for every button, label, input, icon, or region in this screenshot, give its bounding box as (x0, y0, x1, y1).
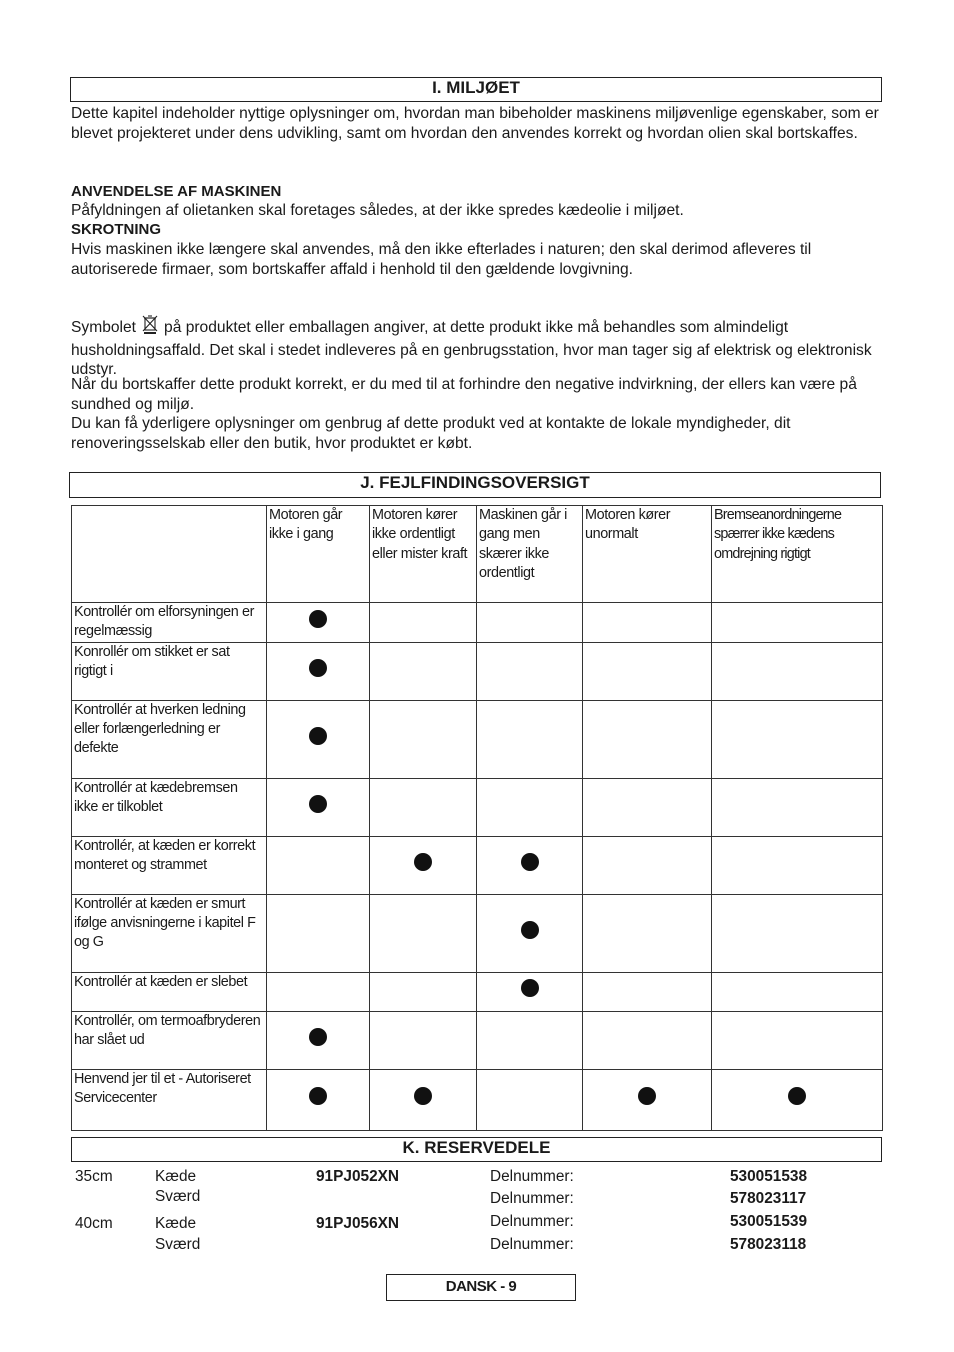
parts-row (0, 1215, 954, 1237)
mark-cell (370, 700, 477, 778)
part-name: Sværd (155, 1188, 201, 1205)
mark-cell (267, 972, 370, 1011)
troubleshooting-table (71, 505, 883, 1131)
mark-cell (712, 1069, 883, 1130)
mark-cell (370, 972, 477, 1011)
mark-cell (583, 894, 712, 972)
check-dot-icon (788, 1087, 806, 1105)
symbol-paragraph (71, 313, 886, 380)
part-label: Delnummer: (490, 1213, 574, 1230)
table-header-row (72, 506, 883, 603)
mark-cell (583, 778, 712, 836)
part-label: Delnummer: (490, 1168, 574, 1185)
scrap-heading: SKROTNING (71, 221, 161, 238)
row-label: Kontrollér at hverken ledning eller forlængerledning er defekte (72, 700, 267, 778)
mark-cell (712, 1011, 883, 1069)
parts-row (0, 1188, 954, 1210)
part-model: 91PJ052XN (316, 1168, 400, 1185)
mark-cell (477, 1069, 583, 1130)
mark-cell (477, 700, 583, 778)
table-row (72, 1011, 883, 1069)
mark-cell (370, 778, 477, 836)
row-label: Konrollér om stikket er sat rigtigt i (72, 642, 267, 700)
row-label: Kontrollér at kæden er slebet (72, 972, 267, 1011)
mark-cell (712, 778, 883, 836)
part-name: Kæde (155, 1215, 197, 1232)
table-row (72, 1069, 883, 1130)
column-header: Motoren går ikke i gang (267, 506, 370, 603)
column-header: Maskinen går i gang men skærer ikke ordentligt (477, 506, 583, 603)
crossed-bin-icon (140, 313, 160, 341)
row-label: Kontrollér, om termoafbryderen har slået ud (72, 1011, 267, 1069)
column-header: Motoren kører unormalt (583, 506, 712, 603)
mark-cell (370, 642, 477, 700)
part-number: 578023117 (730, 1190, 807, 1207)
header-blank-cell (72, 506, 267, 603)
check-dot-icon (309, 659, 327, 677)
page-footer: DANSK - 9 (386, 1274, 576, 1301)
mark-cell (370, 836, 477, 894)
mark-cell (477, 1011, 583, 1069)
table-row (72, 642, 883, 700)
dispose-text: Når du bortskaffer dette produkt korrekt, er du med til at forhindre den negative indvirkning, der ellers kan være på sundhed og miljø. (71, 376, 857, 413)
use-heading: ANVENDELSE AF MASKINEN (71, 183, 282, 200)
part-number: 530051539 (730, 1213, 808, 1230)
parts-row (0, 1168, 954, 1190)
mark-cell (477, 778, 583, 836)
mark-cell (370, 1011, 477, 1069)
table-row (72, 836, 883, 894)
part-number: 530051538 (730, 1168, 808, 1185)
mark-cell (712, 700, 883, 778)
mark-cell (267, 603, 370, 643)
mark-cell (583, 972, 712, 1011)
table-row (72, 700, 883, 778)
row-label: Kontrollér om elforsyningen er regelmæssig (72, 603, 267, 643)
table-row (72, 894, 883, 972)
check-dot-icon (638, 1087, 656, 1105)
mark-cell (267, 1069, 370, 1130)
part-size: 35cm (75, 1168, 113, 1185)
mark-cell (267, 836, 370, 894)
part-size: 40cm (75, 1215, 113, 1232)
mark-cell (583, 836, 712, 894)
check-dot-icon (309, 1028, 327, 1046)
info-text: Du kan få yderligere oplysninger om genbrug af dette produkt ved at kontakte de lokale myndigheder, dit renoveringsselskab eller den butik, hvor produktet er købt. (71, 415, 791, 452)
mark-cell (477, 894, 583, 972)
mark-cell (267, 778, 370, 836)
check-dot-icon (521, 921, 539, 939)
mark-cell (267, 642, 370, 700)
mark-cell (370, 603, 477, 643)
column-header: Motoren kører ikke ordentligt eller mister kraft (370, 506, 477, 603)
column-header: Bremseanordningerne spærrer ikke kædens omdrejning rigtigt (712, 506, 883, 603)
mark-cell (267, 700, 370, 778)
part-model: 91PJ056XN (316, 1215, 400, 1232)
section-i-title: I. MILJØET (70, 77, 882, 102)
table-row (72, 778, 883, 836)
mark-cell (712, 894, 883, 972)
check-dot-icon (521, 979, 539, 997)
check-dot-icon (309, 1087, 327, 1105)
mark-cell (267, 894, 370, 972)
part-label: Delnummer: (490, 1190, 574, 1207)
mark-cell (477, 836, 583, 894)
part-number: 578023118 (730, 1236, 807, 1253)
table-row (72, 603, 883, 643)
check-dot-icon (521, 853, 539, 871)
mark-cell (583, 642, 712, 700)
mark-cell (370, 1069, 477, 1130)
table-row (72, 972, 883, 1011)
row-label: Kontrollér at kædebremsen ikke er tilkoblet (72, 778, 267, 836)
mark-cell (712, 836, 883, 894)
section-j-title: J. FEJLFINDINGSOVERSIGT (69, 472, 881, 498)
check-dot-icon (309, 610, 327, 628)
symbol-prefix: Symbolet (71, 319, 137, 336)
check-dot-icon (414, 853, 432, 871)
row-label: Kontrollér at kæden er smurt ifølge anvisningerne i kapitel F og G (72, 894, 267, 972)
use-text: Påfyldningen af olietanken skal foretages således, at der ikke spredes kædeolie i miljøet. (71, 202, 684, 219)
symbol-text: på produktet eller emballagen angiver, at dette produkt ikke må behandles som almindeligt husholdningsaffald. Det skal i stedet indleveres på en genbrugsstation, hvor man tager sig af elektrisk og elektronisk udstyr. (71, 319, 872, 378)
part-name: Sværd (155, 1236, 201, 1253)
part-label: Delnummer: (490, 1236, 574, 1253)
part-name: Kæde (155, 1168, 197, 1185)
scrap-text: Hvis maskinen ikke længere skal anvendes, må den ikke efterlades i naturen; den skal derimod afleveres til autoriserede firmaer, som bortskaffer affald i henhold til den gældende lovgivning. (71, 241, 812, 278)
check-dot-icon (414, 1087, 432, 1105)
mark-cell (583, 1011, 712, 1069)
check-dot-icon (309, 727, 327, 745)
mark-cell (477, 972, 583, 1011)
mark-cell (477, 642, 583, 700)
check-dot-icon (309, 795, 327, 813)
mark-cell (477, 603, 583, 643)
row-label: Kontrollér, at kæden er korrekt monteret og strammet (72, 836, 267, 894)
mark-cell (583, 700, 712, 778)
mark-cell (583, 603, 712, 643)
mark-cell (267, 1011, 370, 1069)
mark-cell (712, 642, 883, 700)
row-label: Henvend jer til et - Autoriseret Servicecenter (72, 1069, 267, 1130)
mark-cell (583, 1069, 712, 1130)
section-k-title: K. RESERVEDELE (71, 1137, 882, 1162)
mark-cell (370, 894, 477, 972)
mark-cell (712, 972, 883, 1011)
parts-row (0, 1236, 954, 1258)
mark-cell (712, 603, 883, 643)
section-i-intro: Dette kapitel indeholder nyttige oplysninger om, hvordan man bibeholder maskinens miljøvenlige egenskaber, som er blevet projekteret under dens udvikling, samt om hvordan den anvendes korrekt og hvordan olien skal bortskaffes. (71, 105, 879, 142)
